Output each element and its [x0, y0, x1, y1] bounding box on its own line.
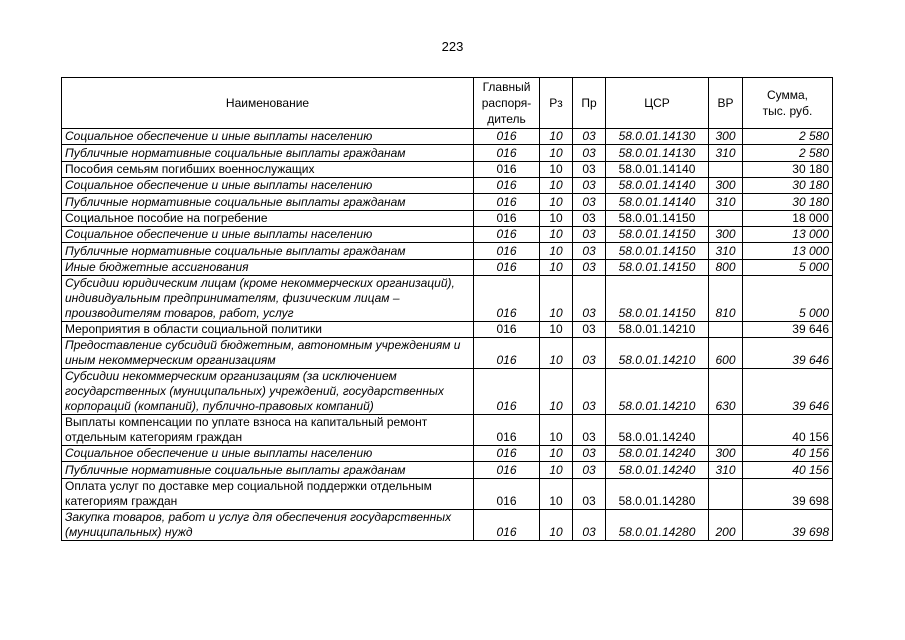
row-pr: 03 — [573, 479, 606, 510]
row-name: Публичные нормативные социальные выплаты гражданам — [62, 194, 474, 211]
row-name: Мероприятия в области социальной политики — [62, 322, 474, 338]
row-admin: 016 — [474, 510, 540, 541]
row-csr: 58.0.01.14240 — [606, 462, 709, 479]
row-admin: 016 — [474, 462, 540, 479]
row-admin: 016 — [474, 194, 540, 211]
row-rz: 10 — [540, 129, 573, 145]
table-row — [62, 227, 833, 243]
row-rz: 10 — [540, 510, 573, 541]
row-sum: 39 698 — [743, 479, 833, 510]
row-rz: 10 — [540, 446, 573, 462]
row-csr: 58.0.01.14150 — [606, 260, 709, 276]
row-csr: 58.0.01.14150 — [606, 243, 709, 260]
row-admin: 016 — [474, 162, 540, 178]
row-vr: 310 — [709, 243, 743, 260]
row-csr: 58.0.01.14140 — [606, 178, 709, 194]
row-vr — [709, 322, 743, 338]
row-admin: 016 — [474, 479, 540, 510]
row-rz: 10 — [540, 276, 573, 322]
header-csr: ЦСР — [606, 78, 709, 129]
table-row — [62, 211, 833, 227]
row-name: Публичные нормативные социальные выплаты гражданам — [62, 462, 474, 479]
row-vr: 300 — [709, 227, 743, 243]
row-pr: 03 — [573, 510, 606, 541]
row-name: Иные бюджетные ассигнования — [62, 260, 474, 276]
row-admin: 016 — [474, 211, 540, 227]
row-rz: 10 — [540, 243, 573, 260]
table-row — [62, 178, 833, 194]
row-sum: 5 000 — [743, 276, 833, 322]
row-csr: 58.0.01.14280 — [606, 479, 709, 510]
row-rz: 10 — [540, 479, 573, 510]
header-row — [62, 78, 833, 129]
row-sum: 5 000 — [743, 260, 833, 276]
row-vr: 310 — [709, 462, 743, 479]
row-csr: 58.0.01.14140 — [606, 194, 709, 211]
row-name: Социальное пособие на погребение — [62, 211, 474, 227]
row-csr: 58.0.01.14210 — [606, 369, 709, 415]
row-vr: 310 — [709, 145, 743, 162]
row-rz: 10 — [540, 462, 573, 479]
row-vr — [709, 479, 743, 510]
table-row — [62, 338, 833, 369]
row-pr: 03 — [573, 260, 606, 276]
row-rz: 10 — [540, 260, 573, 276]
row-sum: 2 580 — [743, 129, 833, 145]
row-name: Публичные нормативные социальные выплаты гражданам — [62, 243, 474, 260]
row-vr: 810 — [709, 276, 743, 322]
row-sum: 40 156 — [743, 415, 833, 446]
row-rz: 10 — [540, 369, 573, 415]
table-row — [62, 260, 833, 276]
row-csr: 58.0.01.14210 — [606, 338, 709, 369]
row-pr: 03 — [573, 369, 606, 415]
header-vr: ВР — [709, 78, 743, 129]
row-vr: 300 — [709, 129, 743, 145]
row-admin: 016 — [474, 243, 540, 260]
row-rz: 10 — [540, 211, 573, 227]
row-csr: 58.0.01.14240 — [606, 415, 709, 446]
header-sum: Сумма, тыс. руб. — [743, 78, 833, 129]
table-row — [62, 194, 833, 211]
row-sum: 39 646 — [743, 322, 833, 338]
row-admin: 016 — [474, 227, 540, 243]
row-sum: 39 698 — [743, 510, 833, 541]
row-rz: 10 — [540, 338, 573, 369]
table-row — [62, 415, 833, 446]
row-sum: 40 156 — [743, 446, 833, 462]
row-name: Социальное обеспечение и иные выплаты населению — [62, 129, 474, 145]
budget-table — [61, 77, 833, 541]
row-name: Субсидии юридическим лицам (кроме некоммерческих организаций), индивидуальным предпринимателям, физическим лицам – производителям товаров, работ, услуг — [62, 276, 474, 322]
row-csr: 58.0.01.14210 — [606, 322, 709, 338]
row-rz: 10 — [540, 145, 573, 162]
row-rz: 10 — [540, 194, 573, 211]
row-admin: 016 — [474, 178, 540, 194]
row-pr: 03 — [573, 243, 606, 260]
row-csr: 58.0.01.14150 — [606, 211, 709, 227]
row-admin: 016 — [474, 276, 540, 322]
row-csr: 58.0.01.14130 — [606, 129, 709, 145]
header-rz: Рз — [540, 78, 573, 129]
row-csr: 58.0.01.14280 — [606, 510, 709, 541]
row-vr: 600 — [709, 338, 743, 369]
table-row — [62, 322, 833, 338]
header-admin: Главный распоря- дитель — [474, 78, 540, 129]
header-name: Наименование — [62, 78, 474, 129]
row-vr: 630 — [709, 369, 743, 415]
row-sum: 30 180 — [743, 178, 833, 194]
row-sum: 39 646 — [743, 369, 833, 415]
row-sum: 39 646 — [743, 338, 833, 369]
row-pr: 03 — [573, 322, 606, 338]
row-name: Социальное обеспечение и иные выплаты населению — [62, 227, 474, 243]
row-sum: 13 000 — [743, 227, 833, 243]
row-admin: 016 — [474, 129, 540, 145]
row-csr: 58.0.01.14140 — [606, 162, 709, 178]
row-admin: 016 — [474, 415, 540, 446]
row-name: Социальное обеспечение и иные выплаты населению — [62, 178, 474, 194]
header-pr: Пр — [573, 78, 606, 129]
row-sum: 40 156 — [743, 462, 833, 479]
row-name: Выплаты компенсации по уплате взноса на капитальный ремонт отдельным категориям граждан — [62, 415, 474, 446]
row-sum: 30 180 — [743, 194, 833, 211]
row-vr: 300 — [709, 446, 743, 462]
row-pr: 03 — [573, 129, 606, 145]
row-rz: 10 — [540, 322, 573, 338]
row-vr — [709, 211, 743, 227]
row-sum: 2 580 — [743, 145, 833, 162]
row-admin: 016 — [474, 338, 540, 369]
row-vr — [709, 415, 743, 446]
row-csr: 58.0.01.14150 — [606, 276, 709, 322]
table-row — [62, 369, 833, 415]
row-rz: 10 — [540, 415, 573, 446]
table-row — [62, 145, 833, 162]
row-name: Пособия семьям погибших военнослужащих — [62, 162, 474, 178]
row-rz: 10 — [540, 178, 573, 194]
row-sum: 30 180 — [743, 162, 833, 178]
row-admin: 016 — [474, 145, 540, 162]
row-vr: 310 — [709, 194, 743, 211]
row-pr: 03 — [573, 145, 606, 162]
row-pr: 03 — [573, 338, 606, 369]
row-pr: 03 — [573, 178, 606, 194]
row-csr: 58.0.01.14240 — [606, 446, 709, 462]
row-pr: 03 — [573, 276, 606, 322]
row-admin: 016 — [474, 260, 540, 276]
table-row — [62, 243, 833, 260]
row-vr: 800 — [709, 260, 743, 276]
row-name: Субсидии некоммерческим организациям (за исключением государственных (муниципальных) учреждений, государственных корпораций (компаний), публично-правовых компаний) — [62, 369, 474, 415]
table-row — [62, 446, 833, 462]
table-row — [62, 462, 833, 479]
row-pr: 03 — [573, 462, 606, 479]
row-csr: 58.0.01.14150 — [606, 227, 709, 243]
table-row — [62, 510, 833, 541]
row-sum: 13 000 — [743, 243, 833, 260]
row-admin: 016 — [474, 446, 540, 462]
row-name: Оплата услуг по доставке мер социальной поддержки отдельным категориям граждан — [62, 479, 474, 510]
row-name: Предоставление субсидий бюджетным, автономным учреждениям и иным некоммерческим организациям — [62, 338, 474, 369]
row-pr: 03 — [573, 227, 606, 243]
row-vr — [709, 162, 743, 178]
row-vr: 300 — [709, 178, 743, 194]
row-pr: 03 — [573, 211, 606, 227]
table-row — [62, 162, 833, 178]
row-admin: 016 — [474, 322, 540, 338]
row-csr: 58.0.01.14130 — [606, 145, 709, 162]
row-rz: 10 — [540, 227, 573, 243]
page-number: 223 — [441, 39, 464, 54]
table-row — [62, 276, 833, 322]
row-name: Публичные нормативные социальные выплаты гражданам — [62, 145, 474, 162]
row-pr: 03 — [573, 446, 606, 462]
row-rz: 10 — [540, 162, 573, 178]
row-pr: 03 — [573, 162, 606, 178]
row-admin: 016 — [474, 369, 540, 415]
table-row — [62, 479, 833, 510]
table-row — [62, 129, 833, 145]
row-name: Социальное обеспечение и иные выплаты населению — [62, 446, 474, 462]
row-name: Закупка товаров, работ и услуг для обеспечения государственных (муниципальных) нужд — [62, 510, 474, 541]
row-pr: 03 — [573, 194, 606, 211]
row-pr: 03 — [573, 415, 606, 446]
row-vr: 200 — [709, 510, 743, 541]
row-sum: 18 000 — [743, 211, 833, 227]
